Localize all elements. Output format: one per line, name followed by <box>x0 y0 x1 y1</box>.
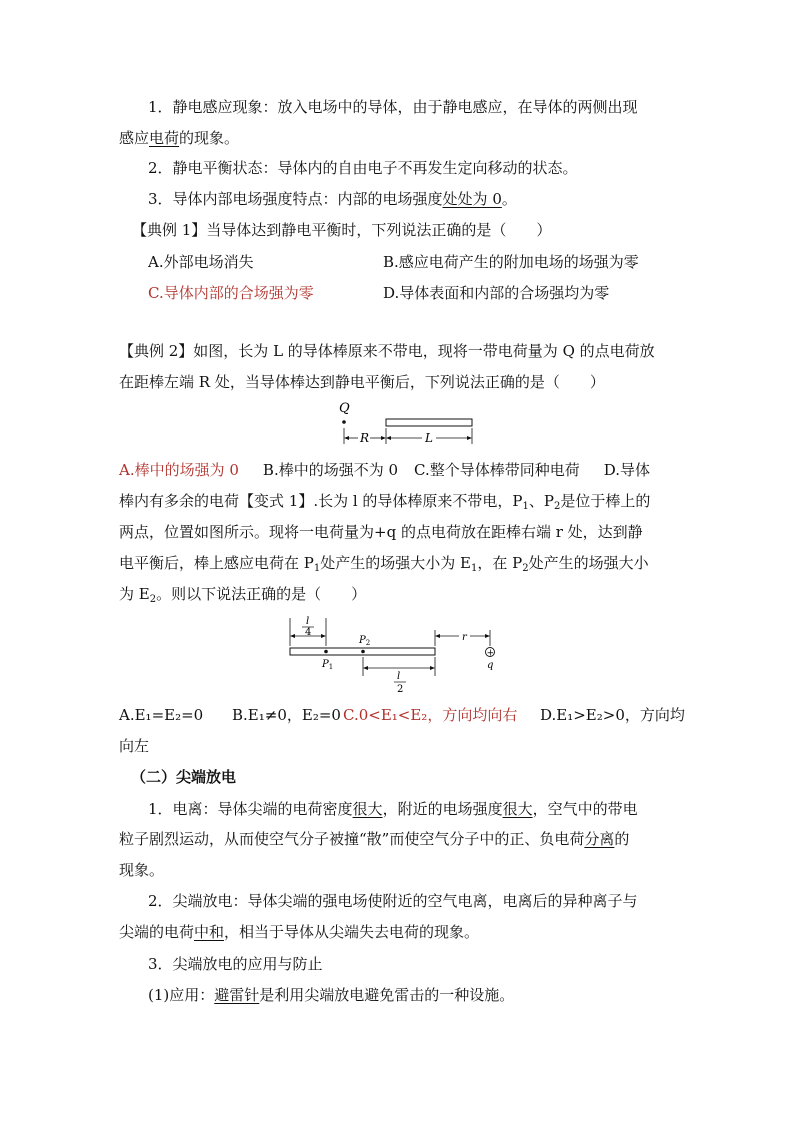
variant1-option-d: D.E₁>E₂>0，方向均 <box>540 706 685 724</box>
arrow-icon <box>344 436 349 440</box>
variant1-line1: 棒内有多余的电荷【变式 1】.长为 l 的导体棒原来不带电，$P_1$、$P_2$是位于棒上的 <box>119 492 651 512</box>
arrow-icon <box>467 436 472 440</box>
dim-R-label: R <box>360 431 370 445</box>
arrow-icon <box>321 634 326 638</box>
example1-option-d: D.导体表面和内部的合场强均为零 <box>383 284 610 302</box>
arrow-icon <box>435 634 440 638</box>
para-point-discharge: 2．尖端放电：导体尖端的强电场使附近的空气电离，电离后的异种离子与 <box>148 892 638 910</box>
variant1-figure <box>284 612 506 698</box>
plus-label: + <box>486 648 495 659</box>
conductor-rod <box>386 419 472 426</box>
P1-label: $P_1$ <box>322 659 334 671</box>
example1-stem: 【典例 1】当导体达到静电平衡时，下列说法正确的是（ ） <box>132 221 552 239</box>
dim-L-label: L <box>425 431 433 445</box>
frac-4-label: 4 <box>305 627 312 638</box>
arrow-icon <box>290 634 295 638</box>
variant1-line3: 电平衡后，棒上感应电荷在 $P_1$处产生的场强大小为 $E_1$，在 $P_2$处产生的场强大小 <box>119 554 649 574</box>
para-ionization-cont: 粒子剧烈运动，从而使空气分子被撞“散”而使空气分子中的正、负电荷分离的 <box>119 830 630 848</box>
para-electrostatic-induction: 1．静电感应现象：放入电场中的导体，由于静电感应，在导体的两侧出现 <box>148 98 638 116</box>
variant1-line4: 为 $E_2$。则以下说法正确的是（ ） <box>119 585 367 605</box>
para-electrostatic-induction-cont: 感应电荷的现象。 <box>119 129 240 147</box>
example1-option-b: B.感应电荷产生的附加电场的场强为零 <box>383 253 639 271</box>
para-application-lightning-rod: (1)应用：避雷针是利用尖端放电避免雷击的一种设施。 <box>148 986 515 1004</box>
point-charge-dot <box>342 420 346 424</box>
variant1-option-a: A.E₁=E₂=0 <box>119 706 204 724</box>
r-label: r <box>462 632 467 643</box>
arrow-icon <box>381 436 386 440</box>
variant1-option-c: C.0<E₁<E₂，方向均向右 <box>343 706 518 724</box>
para-electrostatic-equilibrium: 2．静电平衡状态：导体内的自由电子不再发生定向移动的状态。 <box>148 159 578 177</box>
point-P1-dot <box>324 650 328 654</box>
frac-l-label: l <box>397 671 401 682</box>
para-point-discharge-cont: 尖端的电荷中和，相当于导体从尖端失去电荷的现象。 <box>119 923 480 941</box>
example2-options <box>119 460 650 480</box>
variant1-option-b: B.E₁≠0，E₂=0 <box>232 706 341 724</box>
para-application-heading: 3．尖端放电的应用与防止 <box>148 955 323 973</box>
example1-option-c: C.导体内部的合场强为零 <box>148 284 314 302</box>
example2-figure <box>330 398 480 450</box>
frac-2-label: 2 <box>397 684 404 695</box>
variant1-option-d-cont: 向左 <box>119 737 150 755</box>
frac-l-label: l <box>306 616 310 627</box>
arrow-icon <box>485 634 490 638</box>
para-ionization: 1．电离：导体尖端的电荷密度很大，附近的电场强度很大，空气中的带电 <box>148 800 638 818</box>
arrow-icon <box>363 666 368 670</box>
example2-option-d: D.导体 <box>603 461 651 479</box>
para-internal-field: 3．导体内部电场强度特点：内部的电场强度处处为 0。 <box>148 190 517 208</box>
section-title-point-discharge: （二）尖端放电 <box>131 768 237 786</box>
q-label: q <box>487 660 494 671</box>
example2-option-a: A.棒中的场强为 0 <box>119 461 239 479</box>
charge-Q-label: Q <box>339 401 350 416</box>
point-P2-dot <box>361 650 365 654</box>
example1-option-a: A.外部电场消失 <box>148 253 254 271</box>
example2-stem-line1: 【典例 2】如图，长为 L 的导体棒原来不带电，现将一带电荷量为 Q 的点电荷放 <box>119 342 655 360</box>
P2-label: $P_2$ <box>359 635 371 647</box>
para-ionization-end: 现象。 <box>119 861 165 879</box>
arrow-icon <box>430 666 435 670</box>
arrow-icon <box>386 436 391 440</box>
example2-option-b: B.棒中的场强不为 0 <box>262 461 399 479</box>
variant1-line2: 两点，位置如图所示。现将一电荷量为+q 的点电荷放在距棒右端 r 处，达到静 <box>119 523 643 541</box>
example2-option-c: C.整个导体棒带同种电荷 <box>414 461 580 479</box>
example2-stem-line2: 在距棒左端 R 处，当导体棒达到静电平衡后，下列说法正确的是（ ） <box>119 373 605 391</box>
